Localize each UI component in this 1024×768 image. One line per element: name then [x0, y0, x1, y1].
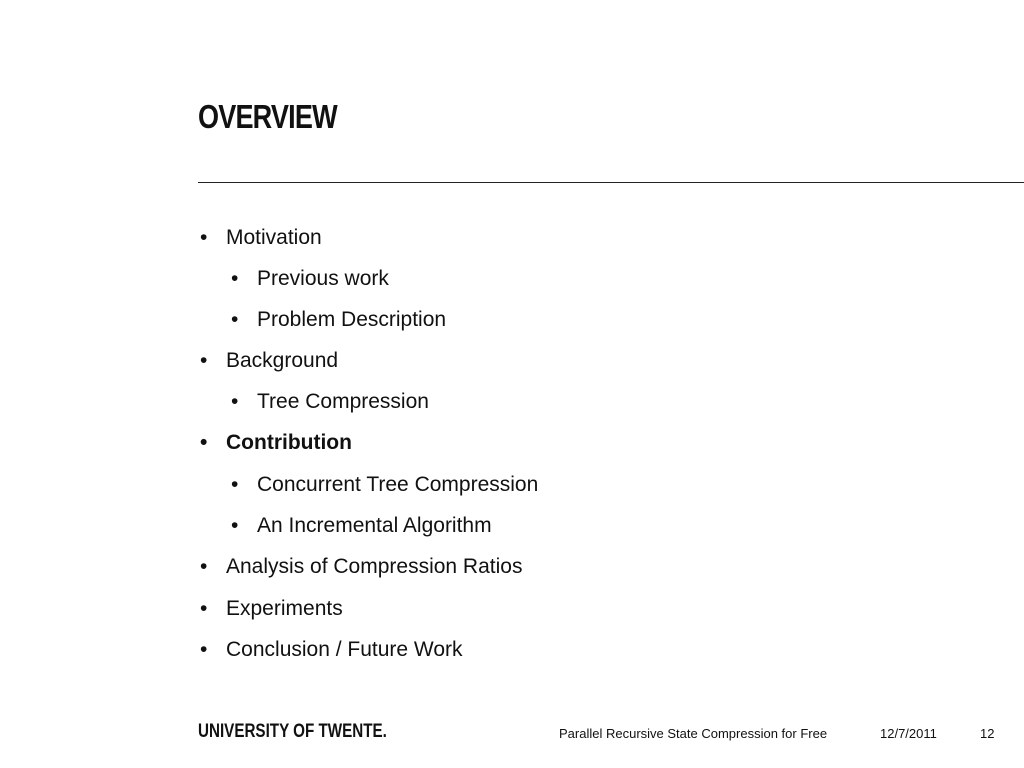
- outline-item-label: Previous work: [257, 267, 389, 290]
- outline-item: [200, 555, 523, 579]
- title-divider: [198, 182, 1024, 183]
- outline-item: [200, 349, 339, 373]
- outline-subitem: [231, 473, 539, 497]
- outline-item-label: Motivation: [226, 226, 322, 249]
- outline-item-label: Experiments: [226, 597, 343, 620]
- outline-subitem: [231, 267, 389, 291]
- bullet-icon: •: [200, 431, 208, 454]
- outline-item-label: Background: [226, 349, 339, 372]
- bullet-icon: •: [200, 555, 208, 578]
- bullet-icon: •: [231, 514, 239, 537]
- bullet-icon: •: [231, 390, 239, 413]
- bullet-icon: •: [200, 349, 208, 372]
- outline-item-current: [200, 431, 352, 455]
- outline-item: [200, 597, 343, 621]
- outline-item-label: Contribution: [226, 431, 352, 454]
- bullet-icon: •: [200, 226, 208, 249]
- bullet-icon: •: [231, 308, 239, 331]
- footer-date: 12/7/2011: [880, 726, 937, 741]
- outline-item-label: An Incremental Algorithm: [257, 514, 492, 537]
- bullet-icon: •: [231, 473, 239, 496]
- outline-subitem: [231, 514, 492, 538]
- outline-subitem: [231, 308, 447, 332]
- footer-page-number: 12: [980, 726, 995, 741]
- slide-title: OVERVIEW: [198, 98, 337, 135]
- outline-item: [200, 638, 463, 662]
- outline-item: [200, 226, 322, 250]
- outline-item-label: Tree Compression: [257, 390, 429, 413]
- university-logo: UNIVERSITY OF TWENTE.: [198, 721, 387, 742]
- bullet-icon: •: [200, 638, 208, 661]
- outline-subitem: [231, 390, 429, 414]
- bullet-icon: •: [231, 267, 239, 290]
- outline-item-label: Analysis of Compression Ratios: [226, 555, 523, 578]
- footer-presentation-title: Parallel Recursive State Compression for Free: [559, 726, 828, 741]
- outline-item-label: Problem Description: [257, 308, 447, 331]
- outline-item-label: Conclusion / Future Work: [226, 638, 463, 661]
- outline-item-label: Concurrent Tree Compression: [257, 473, 539, 496]
- bullet-icon: •: [200, 597, 208, 620]
